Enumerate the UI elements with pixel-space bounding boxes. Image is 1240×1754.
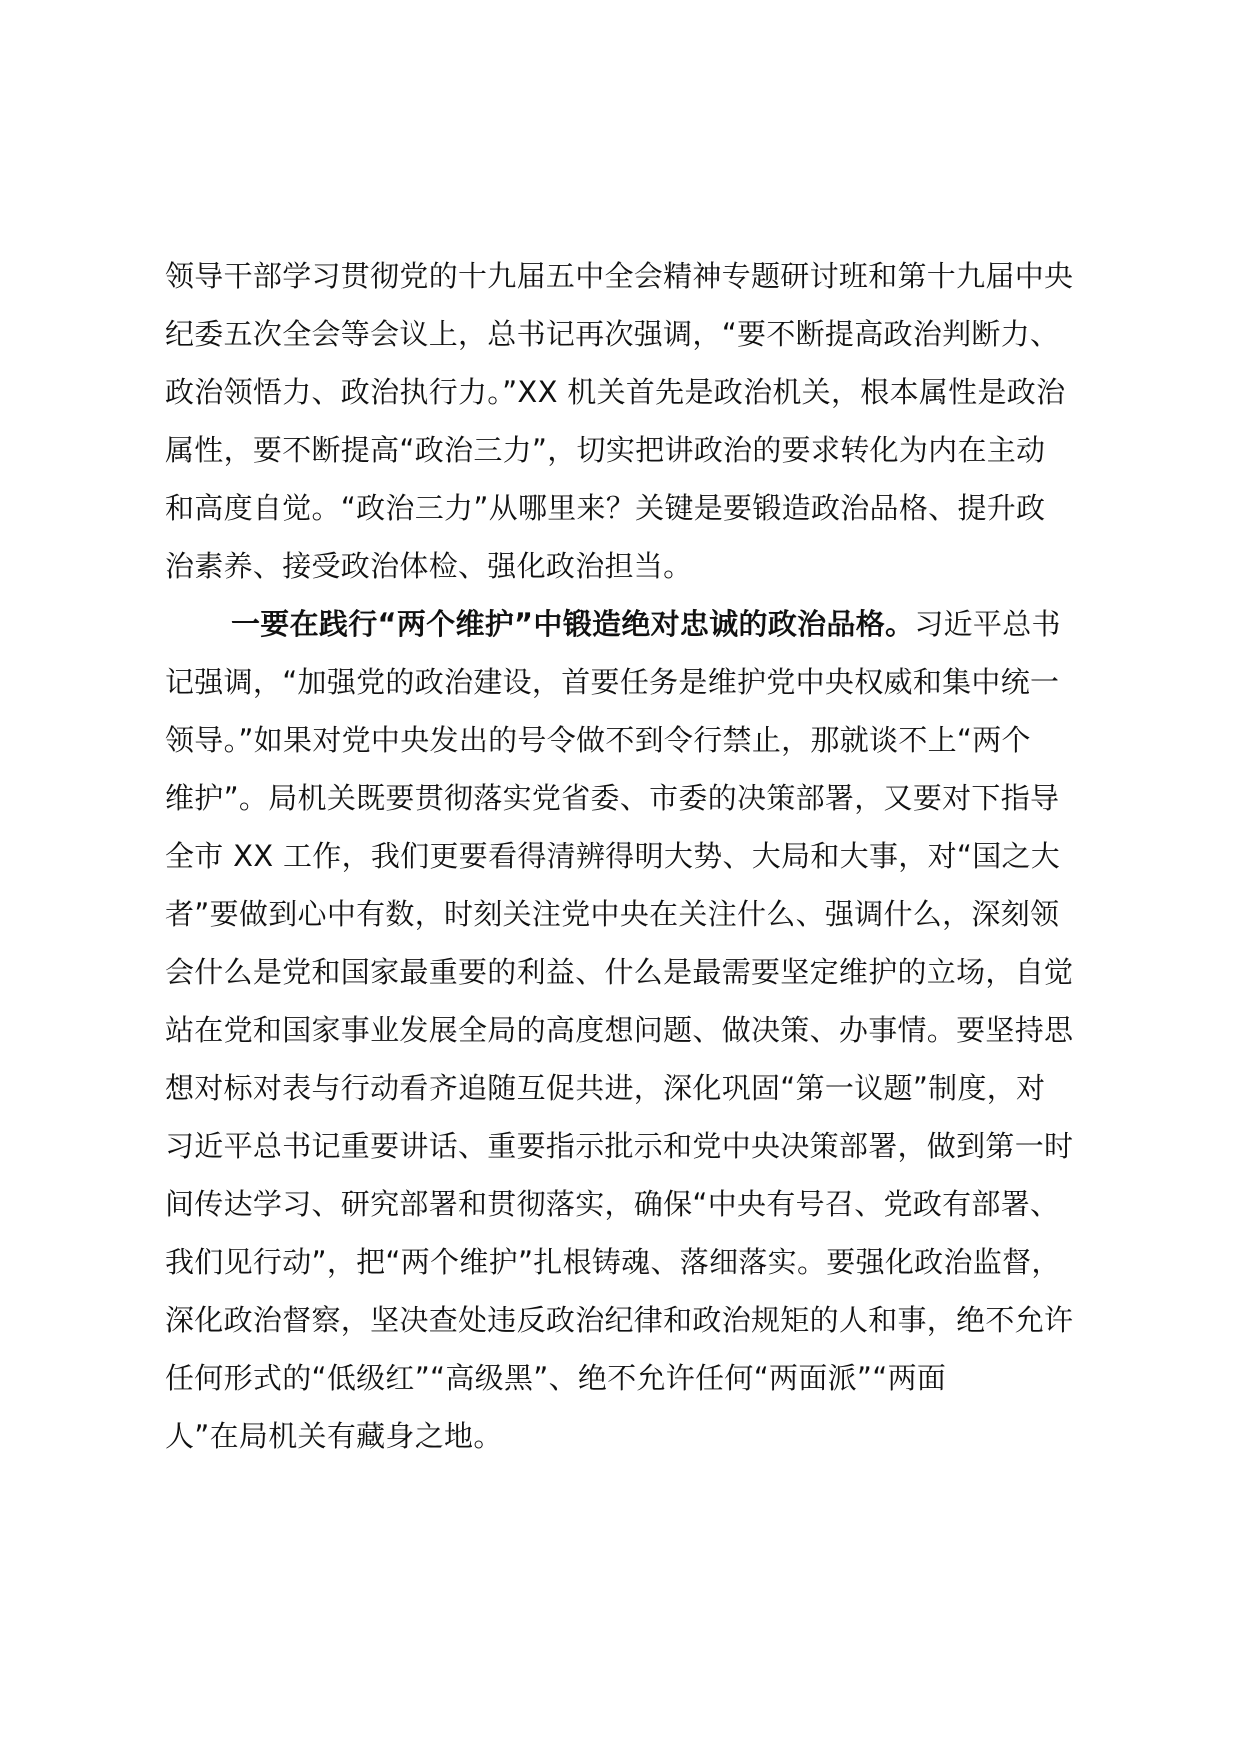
text-line: 习近平总书记重要讲话、重要指示批示和党中央决策部署，做到第一时 bbox=[165, 1129, 1074, 1163]
first-line-continuation: 习近平总书 bbox=[914, 607, 1061, 641]
text-line: 者”要做到心中有数，时刻关注党中央在关注什么、强调什么，深刻领 bbox=[165, 897, 1060, 931]
paragraph-2-first-line bbox=[165, 595, 1115, 653]
section-heading: 一要在践行“两个维护”中锻造绝对忠诚的政治品格。 bbox=[231, 607, 915, 641]
text-line: 记强调，“加强党的政治建设，首要任务是维护党中央权威和集中统一 bbox=[165, 665, 1060, 699]
text-line: 会什么是党和国家最重要的利益、什么是最需要坚定维护的立场，自觉 bbox=[165, 955, 1074, 989]
text-line: 站在党和国家事业发展全局的高度想问题、做决策、办事情。要坚持思 bbox=[165, 1013, 1074, 1047]
paragraph-2 bbox=[165, 595, 1115, 1465]
body-text bbox=[165, 247, 1115, 1465]
text-line: 纪委五次全会等会议上，总书记再次强调，“要不断提高政治判断力、 bbox=[165, 317, 1060, 351]
text-line: 我们见行动”，把“两个维护”扎根铸魂、落细落实。要强化政治监督， bbox=[165, 1245, 1061, 1279]
text-line: 属性，要不断提高“政治三力”，切实把讲政治的要求转化为内在主动 bbox=[165, 433, 1046, 467]
text-line: 和高度自觉。“政治三力”从哪里来？关键是要锻造政治品格、提升政 bbox=[165, 491, 1046, 525]
text-line: 全市 XX 工作，我们更要看得清辨得明大势、大局和大事，对“国之大 bbox=[165, 839, 1061, 873]
text-line: 深化政治督察，坚决查处违反政治纪律和政治规矩的人和事，绝不允许 bbox=[165, 1303, 1074, 1337]
text-line: 治素养、接受政治体检、强化政治担当。 bbox=[165, 549, 693, 583]
text-line: 维护”。局机关既要贯彻落实党省委、市委的决策部署，又要对下指导 bbox=[165, 781, 1060, 815]
text-line: 政治领悟力、政治执行力。”XX 机关首先是政治机关，根本属性是政治 bbox=[165, 375, 1066, 409]
text-line: 人”在局机关有藏身之地。 bbox=[165, 1419, 503, 1453]
text-line: 领导干部学习贯彻党的十九届五中全会精神专题研讨班和第十九届中央 bbox=[165, 259, 1074, 293]
text-line: 想对标对表与行动看齐追随互促共进，深化巩固“第一议题”制度，对 bbox=[165, 1071, 1046, 1105]
paragraph-1 bbox=[165, 247, 1115, 595]
text-line: 间传达学习、研究部署和贯彻落实，确保“中央有号召、党政有部署、 bbox=[165, 1187, 1060, 1221]
text-line: 任何形式的“低级红”“高级黑”、绝不允许任何“两面派”“两面 bbox=[165, 1361, 947, 1395]
text-line: 领导。”如果对党中央发出的号令做不到令行禁止，那就谈不上“两个 bbox=[165, 723, 1031, 757]
